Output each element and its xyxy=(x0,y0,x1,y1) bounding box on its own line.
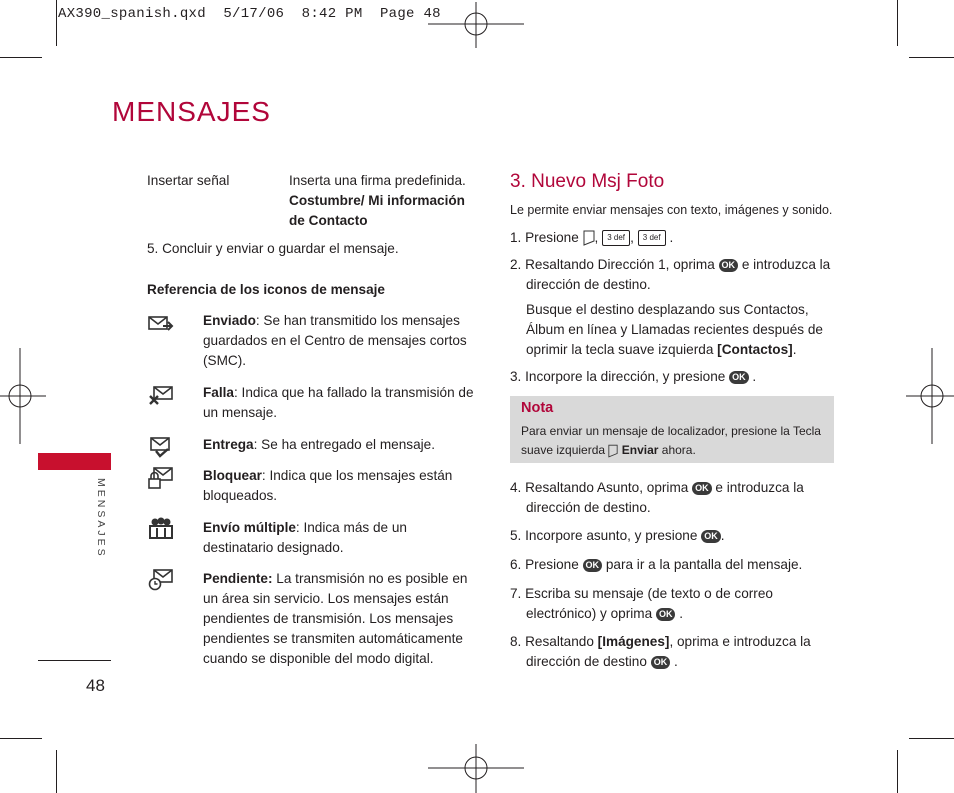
crop-mark xyxy=(909,57,954,58)
send-softkey: Enviar xyxy=(621,443,659,457)
note-text xyxy=(521,422,831,460)
crop-mark xyxy=(56,0,57,46)
key-3-icon: 3 def xyxy=(638,230,666,246)
images-option: [Imágenes] xyxy=(597,634,670,649)
step-text: 4. Resaltando Asunto, oprima xyxy=(510,480,689,495)
insert-signal-desc-text: Inserta una firma predefinida. xyxy=(289,173,466,188)
insert-signal-desc xyxy=(289,171,479,231)
icon-desc-sent xyxy=(203,311,479,371)
registration-mark-right xyxy=(906,348,954,444)
file-slug: AX390_spanish.qxd 5/17/06 8:42 PM Page 48 xyxy=(58,6,441,22)
ok-key-icon: OK xyxy=(656,608,676,621)
ok-key-icon: OK xyxy=(651,656,671,669)
ok-key-icon: OK xyxy=(583,559,603,572)
note-title: Nota xyxy=(521,400,554,416)
step-5-left: 5. Concluir y enviar o guardar el mensaje. xyxy=(147,241,399,256)
icon-desc: : Indica que los mensajes están bloqueados. xyxy=(203,468,453,503)
insert-signal-label: Insertar señal xyxy=(147,173,230,188)
key-3-icon: 3 def xyxy=(602,230,630,246)
section-heading: 3. Nuevo Msj Foto xyxy=(510,171,665,192)
icon-desc-multiple xyxy=(203,518,479,558)
note-line: Para enviar un mensaje de localizador, presione la Tecla xyxy=(521,424,821,438)
icon-term: Bloquear xyxy=(203,468,262,483)
ok-key-icon: OK xyxy=(729,371,749,384)
sidebar-label: MENSAJES xyxy=(95,478,107,559)
icon-desc-delivered xyxy=(203,435,479,455)
icon-desc-failed xyxy=(203,383,479,423)
step-text: 6. Presione xyxy=(510,557,579,572)
icon-desc: La transmisión no es posible en un área sin servicio. Los mensajes están pendientes de transmisión. Los mensajes pendientes se transmiten automáticamente cuando se disponible del modo digital. xyxy=(203,571,468,666)
ok-key-icon: OK xyxy=(692,482,712,495)
step-text: Busque el destino desplazando sus Contactos, Álbum en línea y Llamadas recientes después de oprimir la tecla suave izquierda xyxy=(526,302,823,357)
multiple-recipients-icon xyxy=(148,516,174,540)
icon-term: Pendiente: xyxy=(203,571,273,586)
step-text: e introduzca la xyxy=(741,257,831,272)
step-7: 7. Escriba su mensaje (de texto o de correo xyxy=(510,586,773,601)
insert-signal-options: Costumbre/ Mi información de Contacto xyxy=(289,193,465,228)
crop-mark xyxy=(0,57,42,58)
note-line: suave izquierda xyxy=(521,443,606,457)
icon-desc: : Indica que ha fallado la transmisión de un mensaje. xyxy=(203,385,474,420)
pending-icon xyxy=(148,568,174,592)
step-text: electrónico) y oprima xyxy=(526,606,653,621)
step-text: 2. Resaltando Dirección 1, oprima xyxy=(510,257,715,272)
step-8 xyxy=(510,632,811,652)
page-number-rule xyxy=(38,660,111,661)
ok-key-icon: OK xyxy=(701,530,721,543)
crop-mark xyxy=(897,750,898,793)
failed-icon xyxy=(148,384,174,408)
registration-mark-bottom xyxy=(428,744,524,793)
lock-icon xyxy=(148,466,174,490)
step-text: 3. Incorpore la dirección, y presione xyxy=(510,369,726,384)
step-2 xyxy=(510,255,830,275)
crop-mark xyxy=(897,0,898,46)
contacts-softkey: [Contactos] xyxy=(717,342,793,357)
page-number: 48 xyxy=(86,676,105,695)
icon-desc: : Se ha entregado el mensaje. xyxy=(253,437,435,452)
step-3: 3. Incorpore la dirección, y presione OK . xyxy=(510,369,757,384)
step-text: dirección de destino xyxy=(526,654,647,669)
icon-desc-pending xyxy=(203,569,479,669)
icon-term: Enviado xyxy=(203,313,256,328)
crop-mark xyxy=(0,738,42,739)
step-4-cont: dirección de destino. xyxy=(526,500,651,515)
step-7-cont: electrónico) y oprima OK . xyxy=(526,606,684,621)
step-text: 8. Resaltando xyxy=(510,634,594,649)
step-4 xyxy=(510,478,804,498)
icon-term: Envío múltiple xyxy=(203,520,296,535)
registration-mark-top xyxy=(428,2,524,48)
step-text: , oprima e introduzca la xyxy=(669,634,811,649)
sent-icon xyxy=(148,312,174,336)
step-text: para ir a la pantalla del mensaje. xyxy=(605,557,803,572)
step-2-cont: dirección de destino. xyxy=(526,277,651,292)
icon-desc: : Se han transmitido los mensajes guardados en el Centro de mensajes cortos (SMC). xyxy=(203,313,467,368)
icon-term: Entrega xyxy=(203,437,254,452)
icon-desc-lock xyxy=(203,466,479,506)
icon-reference-heading: Referencia de los iconos de mensaje xyxy=(147,282,385,297)
sidebar-tab xyxy=(38,453,111,470)
step-1: 1. Presione , 3 def , 3 def . xyxy=(510,230,674,245)
step-6 xyxy=(510,555,802,575)
icon-desc: : Indica más de un destinatario designado. xyxy=(203,520,407,555)
step-5: 5. Incorpore asunto, y presione OK . xyxy=(510,528,725,543)
crop-mark xyxy=(56,750,57,793)
step-text: 1. Presione xyxy=(510,230,579,245)
ok-key-icon: OK xyxy=(719,259,739,272)
delivered-icon xyxy=(148,435,174,459)
crop-mark xyxy=(909,738,954,739)
soft-key-icon xyxy=(583,230,595,246)
icon-term: Falla xyxy=(203,385,234,400)
section-intro: Le permite enviar mensajes con texto, imágenes y sonido. xyxy=(510,203,833,217)
step-2-detail: Busque el destino desplazando sus Contactos, Álbum en línea y Llamadas recientes después de oprimir la tecla suave izquierda [Contactos]. xyxy=(526,302,823,357)
registration-mark-left xyxy=(0,348,46,444)
soft-key-icon xyxy=(608,444,618,458)
step-text: 5. Incorpore asunto, y presione xyxy=(510,528,698,543)
note-line: ahora. xyxy=(661,443,696,457)
step-8-cont: dirección de destino OK . xyxy=(526,654,678,669)
page-title: MENSAJES xyxy=(112,96,271,127)
step-text: e introduzca la xyxy=(715,480,804,495)
